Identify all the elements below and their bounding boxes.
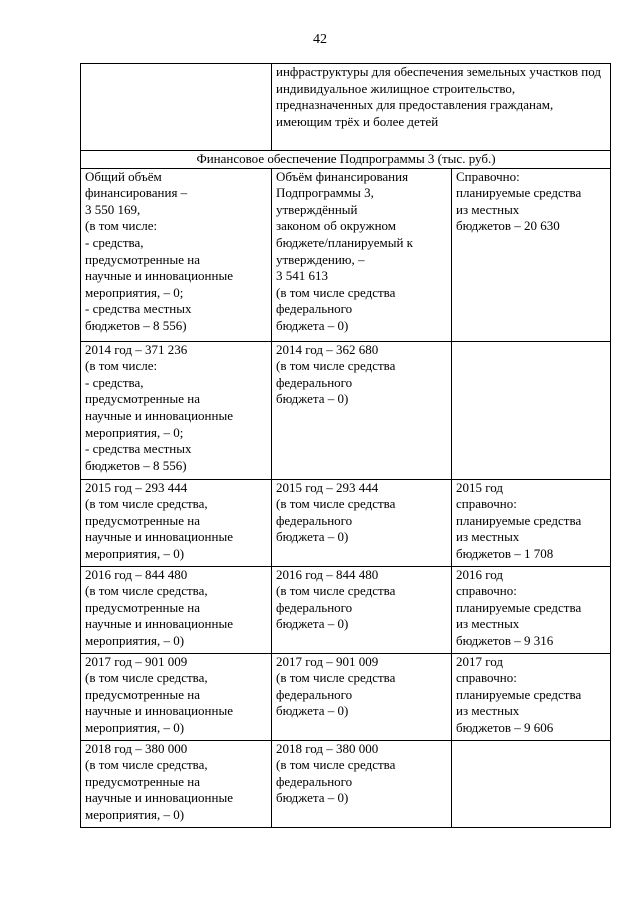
table-row-year xyxy=(81,653,611,740)
year-approved-cell: 2015 год – 293 444 (в том числе средства федерального бюджета – 0) xyxy=(272,479,452,566)
page-number: 42 xyxy=(313,32,327,47)
year-total-cell: 2014 год – 371 236 (в том числе: - средства, предусмотренные на научные и инновационные мероприятия, – 0; - средства местных бюджетов – 8 556) xyxy=(81,341,272,479)
year-total-cell: 2017 год – 901 009 (в том числе средства, предусмотренные на научные и инновационные мероприятия, – 0) xyxy=(81,653,272,740)
financing-table xyxy=(80,63,611,828)
year-total-cell: 2015 год – 293 444 (в том числе средства, предусмотренные на научные и инновационные мероприятия, – 0) xyxy=(81,479,272,566)
year-total-cell: 2018 год – 380 000 (в том числе средства, предусмотренные на научные и инновационные мероприятия, – 0) xyxy=(81,740,272,827)
table-row-totals xyxy=(81,168,611,341)
section-header-cell: Финансовое обеспечение Подпрограммы 3 (тыс. руб.) xyxy=(81,151,611,169)
year-local-cell: 2015 год справочно: планируемые средства из местных бюджетов – 1 708 xyxy=(452,479,611,566)
year-local-cell: 2017 год справочно: планируемые средства из местных бюджетов – 9 606 xyxy=(452,653,611,740)
year-approved-cell: 2016 год – 844 480 (в том числе средства федерального бюджета – 0) xyxy=(272,566,452,653)
table-row-continuation xyxy=(81,64,611,151)
year-total-cell: 2016 год – 844 480 (в том числе средства, предусмотренные на научные и инновационные мероприятия, – 0) xyxy=(81,566,272,653)
continuation-left-cell xyxy=(81,64,272,151)
year-local-cell: 2016 год справочно: планируемые средства из местных бюджетов – 9 316 xyxy=(452,566,611,653)
table-row-year xyxy=(81,479,611,566)
year-approved-cell: 2017 год – 901 009 (в том числе средства федерального бюджета – 0) xyxy=(272,653,452,740)
year-local-cell xyxy=(452,341,611,479)
year-approved-cell: 2014 год – 362 680 (в том числе средства федерального бюджета – 0) xyxy=(272,341,452,479)
total-financing-cell: Общий объём финансирования – 3 550 169, (в том числе: - средства, предусмотренные на научные и инновационные мероприятия, – 0; - средства местных бюджетов – 8 556) xyxy=(81,168,272,341)
table-row-section-header xyxy=(81,151,611,169)
continuation-text-cell: инфраструктуры для обеспечения земельных участков под индивидуальное жилищное строительство, предназначенных для предоставления гражданам, имеющим трёх и более детей xyxy=(272,64,611,151)
year-local-cell xyxy=(452,740,611,827)
local-budget-reference-cell: Справочно: планируемые средства из местных бюджетов – 20 630 xyxy=(452,168,611,341)
year-approved-cell: 2018 год – 380 000 (в том числе средства федерального бюджета – 0) xyxy=(272,740,452,827)
approved-financing-cell: Объём финансирования Подпрограммы 3, утверждённый законом об окружном бюджете/планируемый к утверждению, – 3 541 613 (в том числе средства федерального бюджета – 0) xyxy=(272,168,452,341)
table-row-year xyxy=(81,566,611,653)
table-row-year xyxy=(81,341,611,479)
table-row-year xyxy=(81,740,611,827)
